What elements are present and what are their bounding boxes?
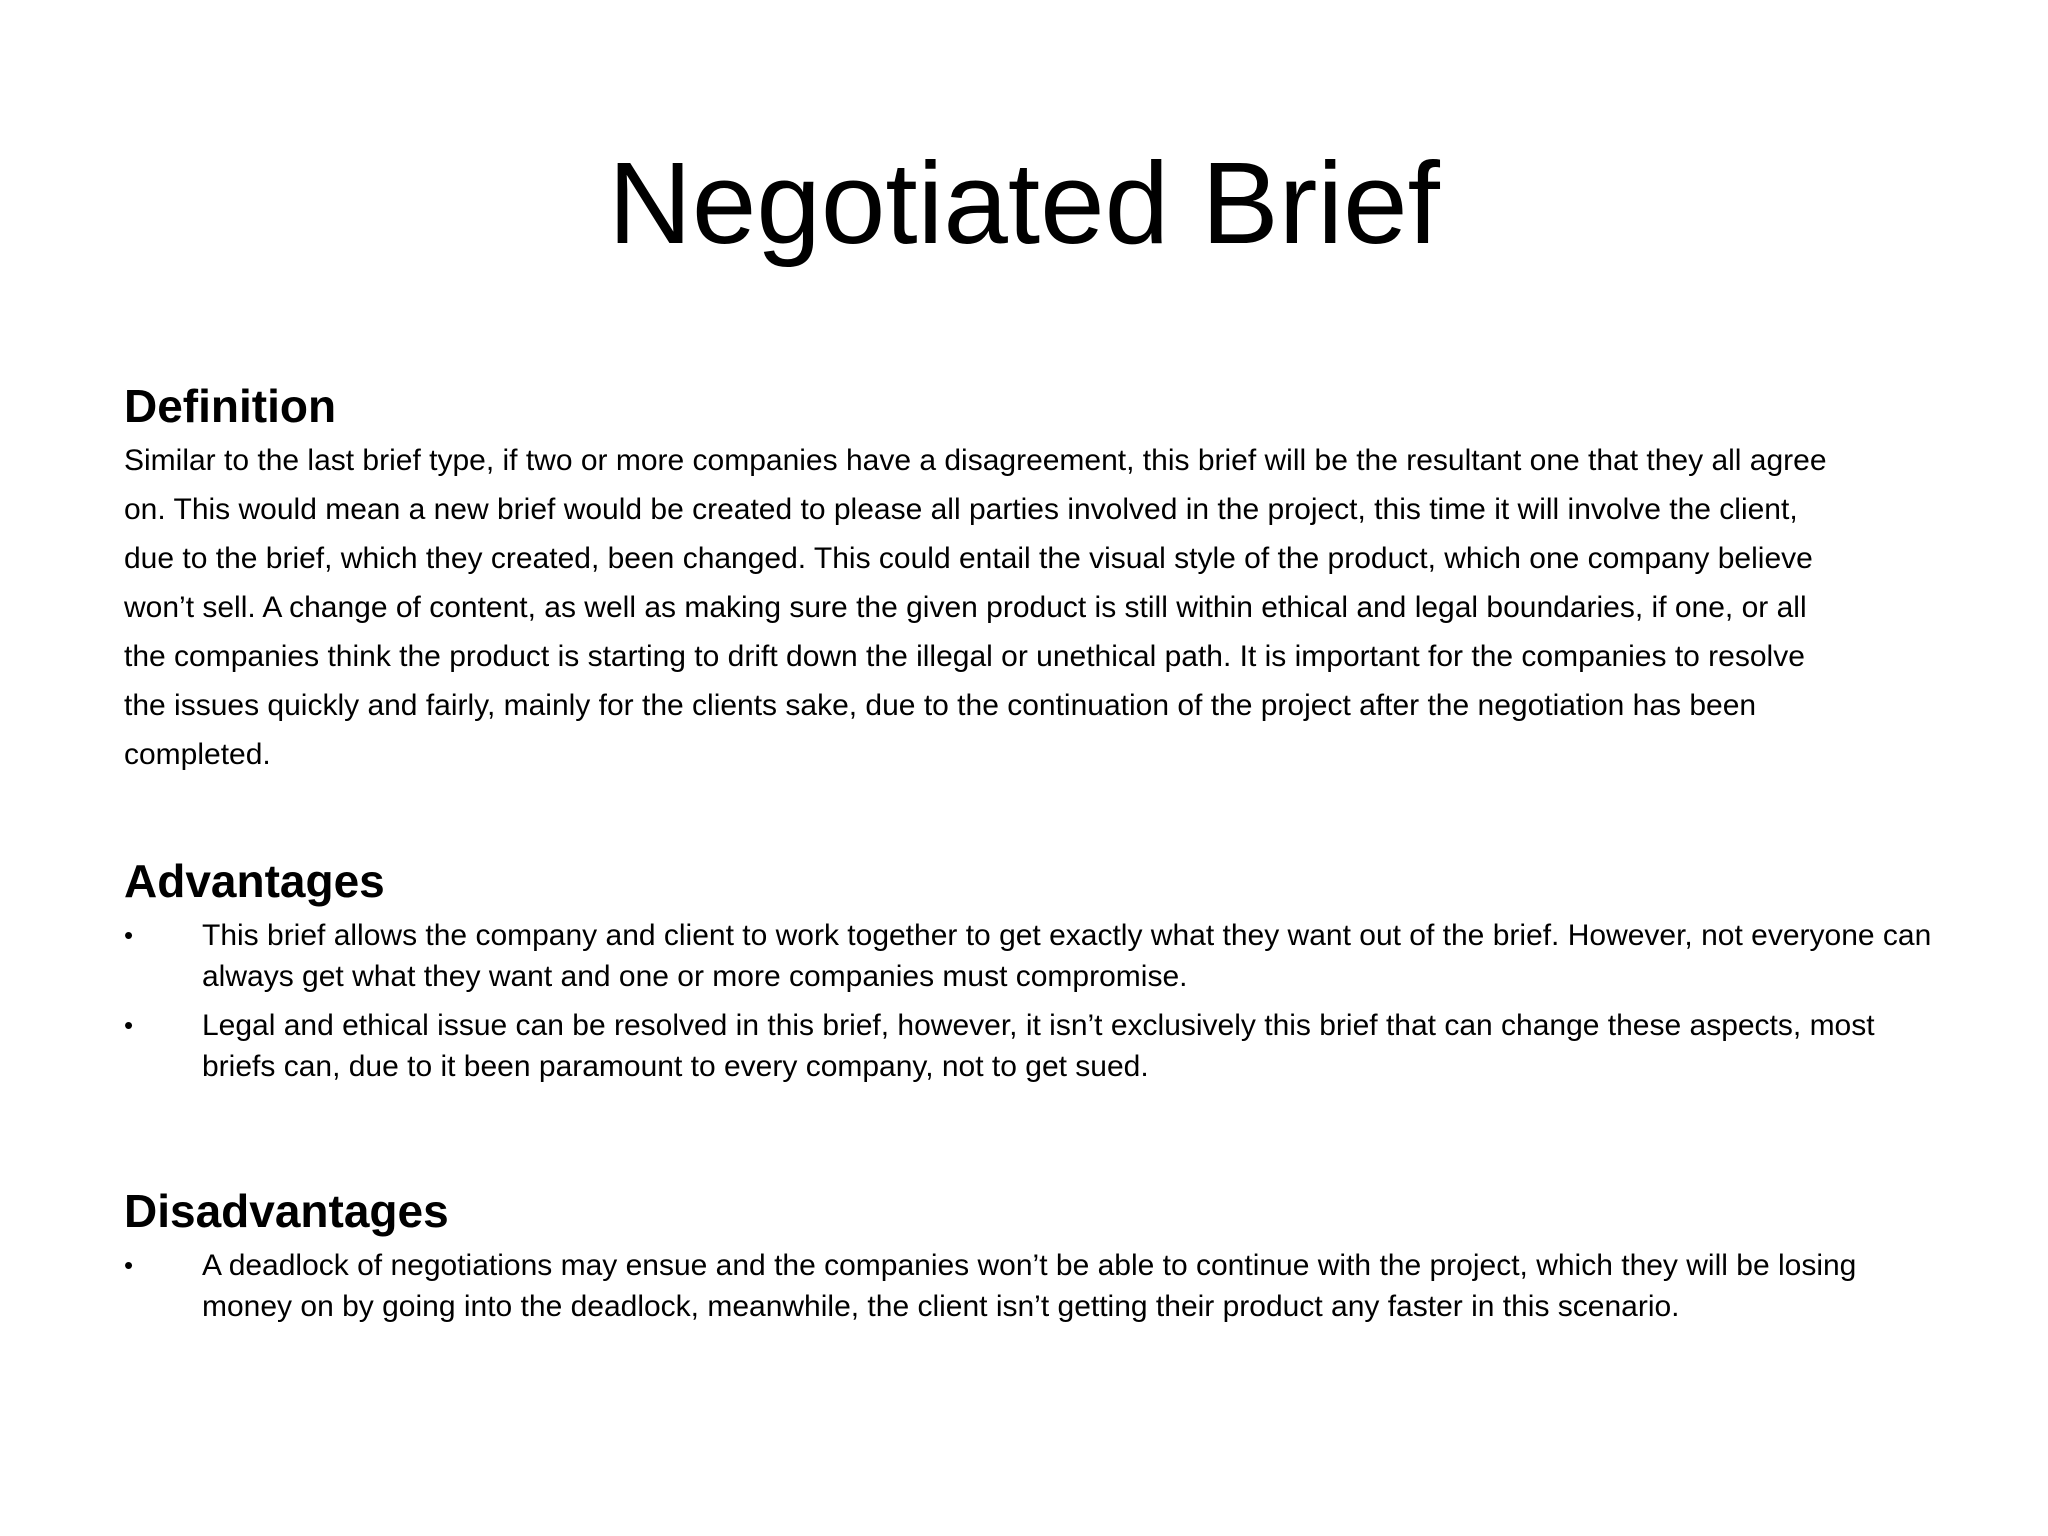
slide-title: Negotiated Brief: [608, 138, 1440, 268]
section-spacer: [124, 783, 1944, 853]
definition-line: on. This would mean a new brief would be created to please all parties involved in the project, this time it will involve the client,: [124, 493, 1798, 526]
disadvantages-heading: Disadvantages: [124, 1185, 449, 1237]
section-spacer: [124, 1095, 1944, 1183]
definition-body: [124, 440, 1944, 775]
advantages-list: [124, 915, 1944, 1087]
bullet-icon: •: [124, 1250, 134, 1280]
bullet-icon: •: [124, 920, 134, 950]
definition-line: Similar to the last brief type, if two or more companies have a disagreement, this brief will be the resultant one that they all agree: [124, 444, 1827, 477]
list-item: [124, 1005, 1944, 1087]
advantages-heading: Advantages: [124, 855, 385, 907]
bullet-icon: •: [124, 1010, 134, 1040]
advantage-text: This brief allows the company and client to work together to get exactly what they want out of the brief. However, not everyone can always get what they want and one or more companies must compromise.: [202, 919, 1932, 993]
definition-line: due to the brief, which they created, been changed. This could entail the visual style of the product, which one company believe: [124, 542, 1813, 575]
list-item: [124, 1245, 1944, 1327]
disadvantages-list: [124, 1245, 1944, 1327]
list-item: [124, 915, 1944, 997]
definition-heading: Definition: [124, 380, 337, 432]
definition-line: the issues quickly and fairly, mainly for the clients sake, due to the continuation of the project after the negotiation has been: [124, 689, 1757, 722]
definition-line: completed.: [124, 738, 271, 771]
slide-content: [124, 378, 1944, 1335]
definition-line: the companies think the product is starting to drift down the illegal or unethical path. It is important for the companies to resolve: [124, 640, 1805, 673]
disadvantage-text: A deadlock of negotiations may ensue and the companies won’t be able to continue with the project, which they will be losing money on by going into the deadlock, meanwhile, the client isn’t getting their product any faster in this scenario.: [202, 1249, 1857, 1323]
advantage-text: Legal and ethical issue can be resolved in this brief, however, it isn’t exclusively this brief that can change these aspects, most briefs can, due to it been paramount to every company, not to get sued.: [202, 1009, 1875, 1083]
definition-line: won’t sell. A change of content, as well as making sure the given product is still within ethical and legal boundaries, if one, or all: [124, 591, 1807, 624]
